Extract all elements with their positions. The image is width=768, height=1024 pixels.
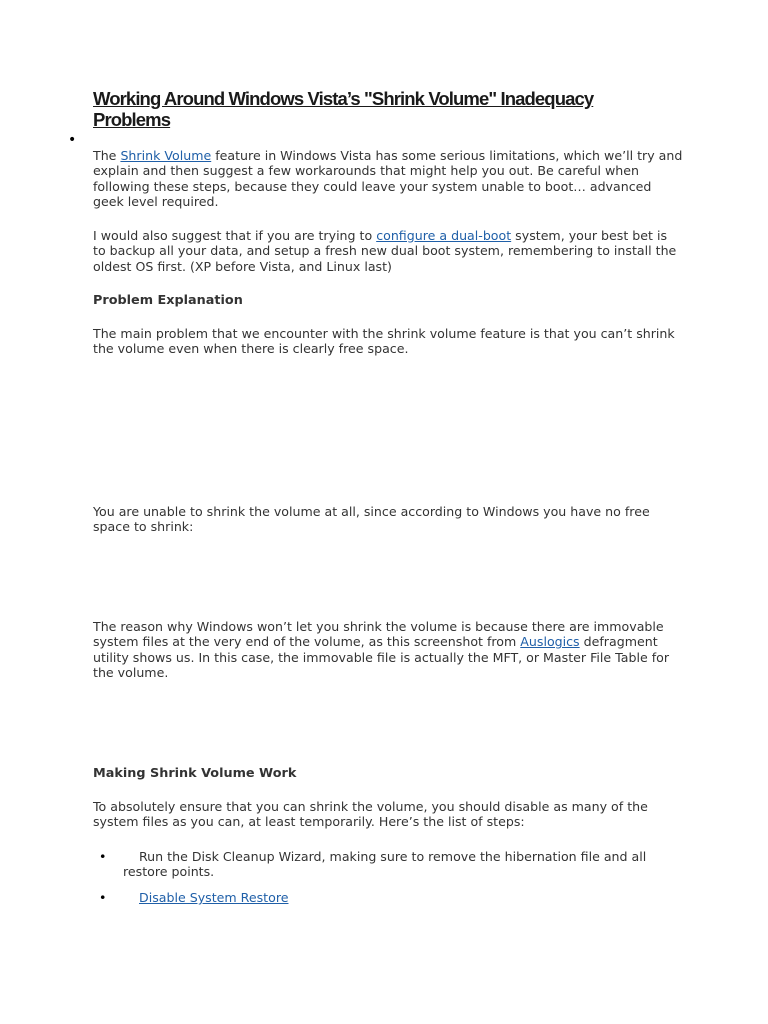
dual-boot-text-start: I would also suggest that if you are trying to <box>93 228 377 243</box>
configure-dual-boot-link[interactable]: configure a dual-boot <box>376 228 512 243</box>
steps-intro-paragraph: To absolutely ensure that you can shrink the volume, you should disable as many of the system files as you can, at least temporarily. Here’s the list of steps: <box>93 799 648 830</box>
disable-system-restore-link[interactable]: Disable System Restore <box>139 890 289 905</box>
making-shrink-volume-work-heading: Making Shrink Volume Work <box>93 766 297 781</box>
shrink-volume-link[interactable]: Shrink Volume <box>120 148 212 163</box>
problem-explanation-heading: Problem Explanation <box>93 293 243 308</box>
intro-text-end: feature in Windows Vista has some serious limitations, which we’ll try and explain and then suggest a few workarounds that might help you out. Be careful when following these steps, because they could leave your system unable to boot… advanced geek level required. <box>93 148 683 210</box>
auslogics-link[interactable]: Auslogics <box>520 634 580 650</box>
reason-paragraph <box>93 619 683 681</box>
dual-boot-text-end: system, your best bet is to backup all your data, and setup a fresh new dual boot system, remembering to install the oldest OS first. (XP before Vista, and Linux last) <box>93 228 677 274</box>
unable-to-shrink-paragraph: You are unable to shrink the volume at all, since according to Windows you have no free space to shrink: <box>93 504 650 535</box>
intro-paragraph <box>93 148 683 210</box>
problem-paragraph: The main problem that we encounter with the shrink volume feature is that you can’t shrink the volume even when there is clearly free space. <box>93 326 675 357</box>
dual-boot-paragraph <box>93 228 683 274</box>
list-bullet: • <box>99 849 107 864</box>
article-title: Working Around Windows Vista’s "Shrink Volume" Inadequacy Problems <box>93 88 594 130</box>
reason-text-start: The reason why Windows won’t let you shrink the volume is because there are immovable system files at the very end of the volume, as this screenshot from <box>93 619 664 650</box>
step-disk-cleanup-text: Run the Disk Cleanup Wizard, making sure to remove the hibernation file and all restore points. <box>123 849 647 880</box>
intro-text-start: The <box>93 148 121 163</box>
bullet-marker: • <box>68 132 77 148</box>
reason-text-end: defragment utility shows us. In this case, the immovable file is actually the MFT, or Master File Table for the volume. <box>93 634 670 681</box>
list-bullet: • <box>99 890 107 905</box>
list-item <box>93 849 683 880</box>
list-item <box>93 890 683 905</box>
